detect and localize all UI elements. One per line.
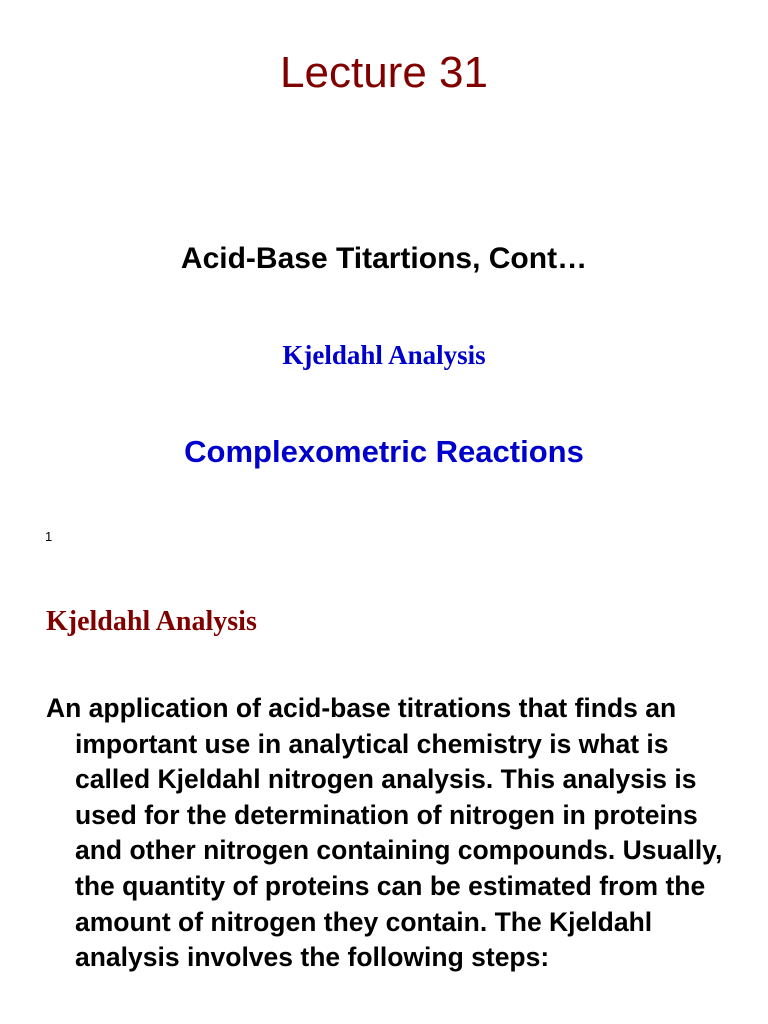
slide-title: Lecture 31 (280, 48, 488, 97)
page-number: 1 (45, 529, 53, 544)
topic-complexometric-reactions: Complexometric Reactions (184, 434, 584, 469)
topic-kjeldahl-analysis: Kjeldahl Analysis (282, 340, 486, 370)
body-paragraph: An application of acid-base titrations that finds an important use in analytical chemistry is what is called Kjeldahl nitrogen analysis. This analysis is used for the determination of nitrogen in proteins and other nitrogen containing compounds. Usually, the quantity of proteins can be estimated from the amount of nitrogen they contain. The Kjeldahl analysis involves the following steps: (46, 693, 723, 973)
section-heading: Kjeldahl Analysis (46, 606, 257, 637)
slide-subtitle: Acid-Base Titartions, Cont… (180, 242, 588, 275)
